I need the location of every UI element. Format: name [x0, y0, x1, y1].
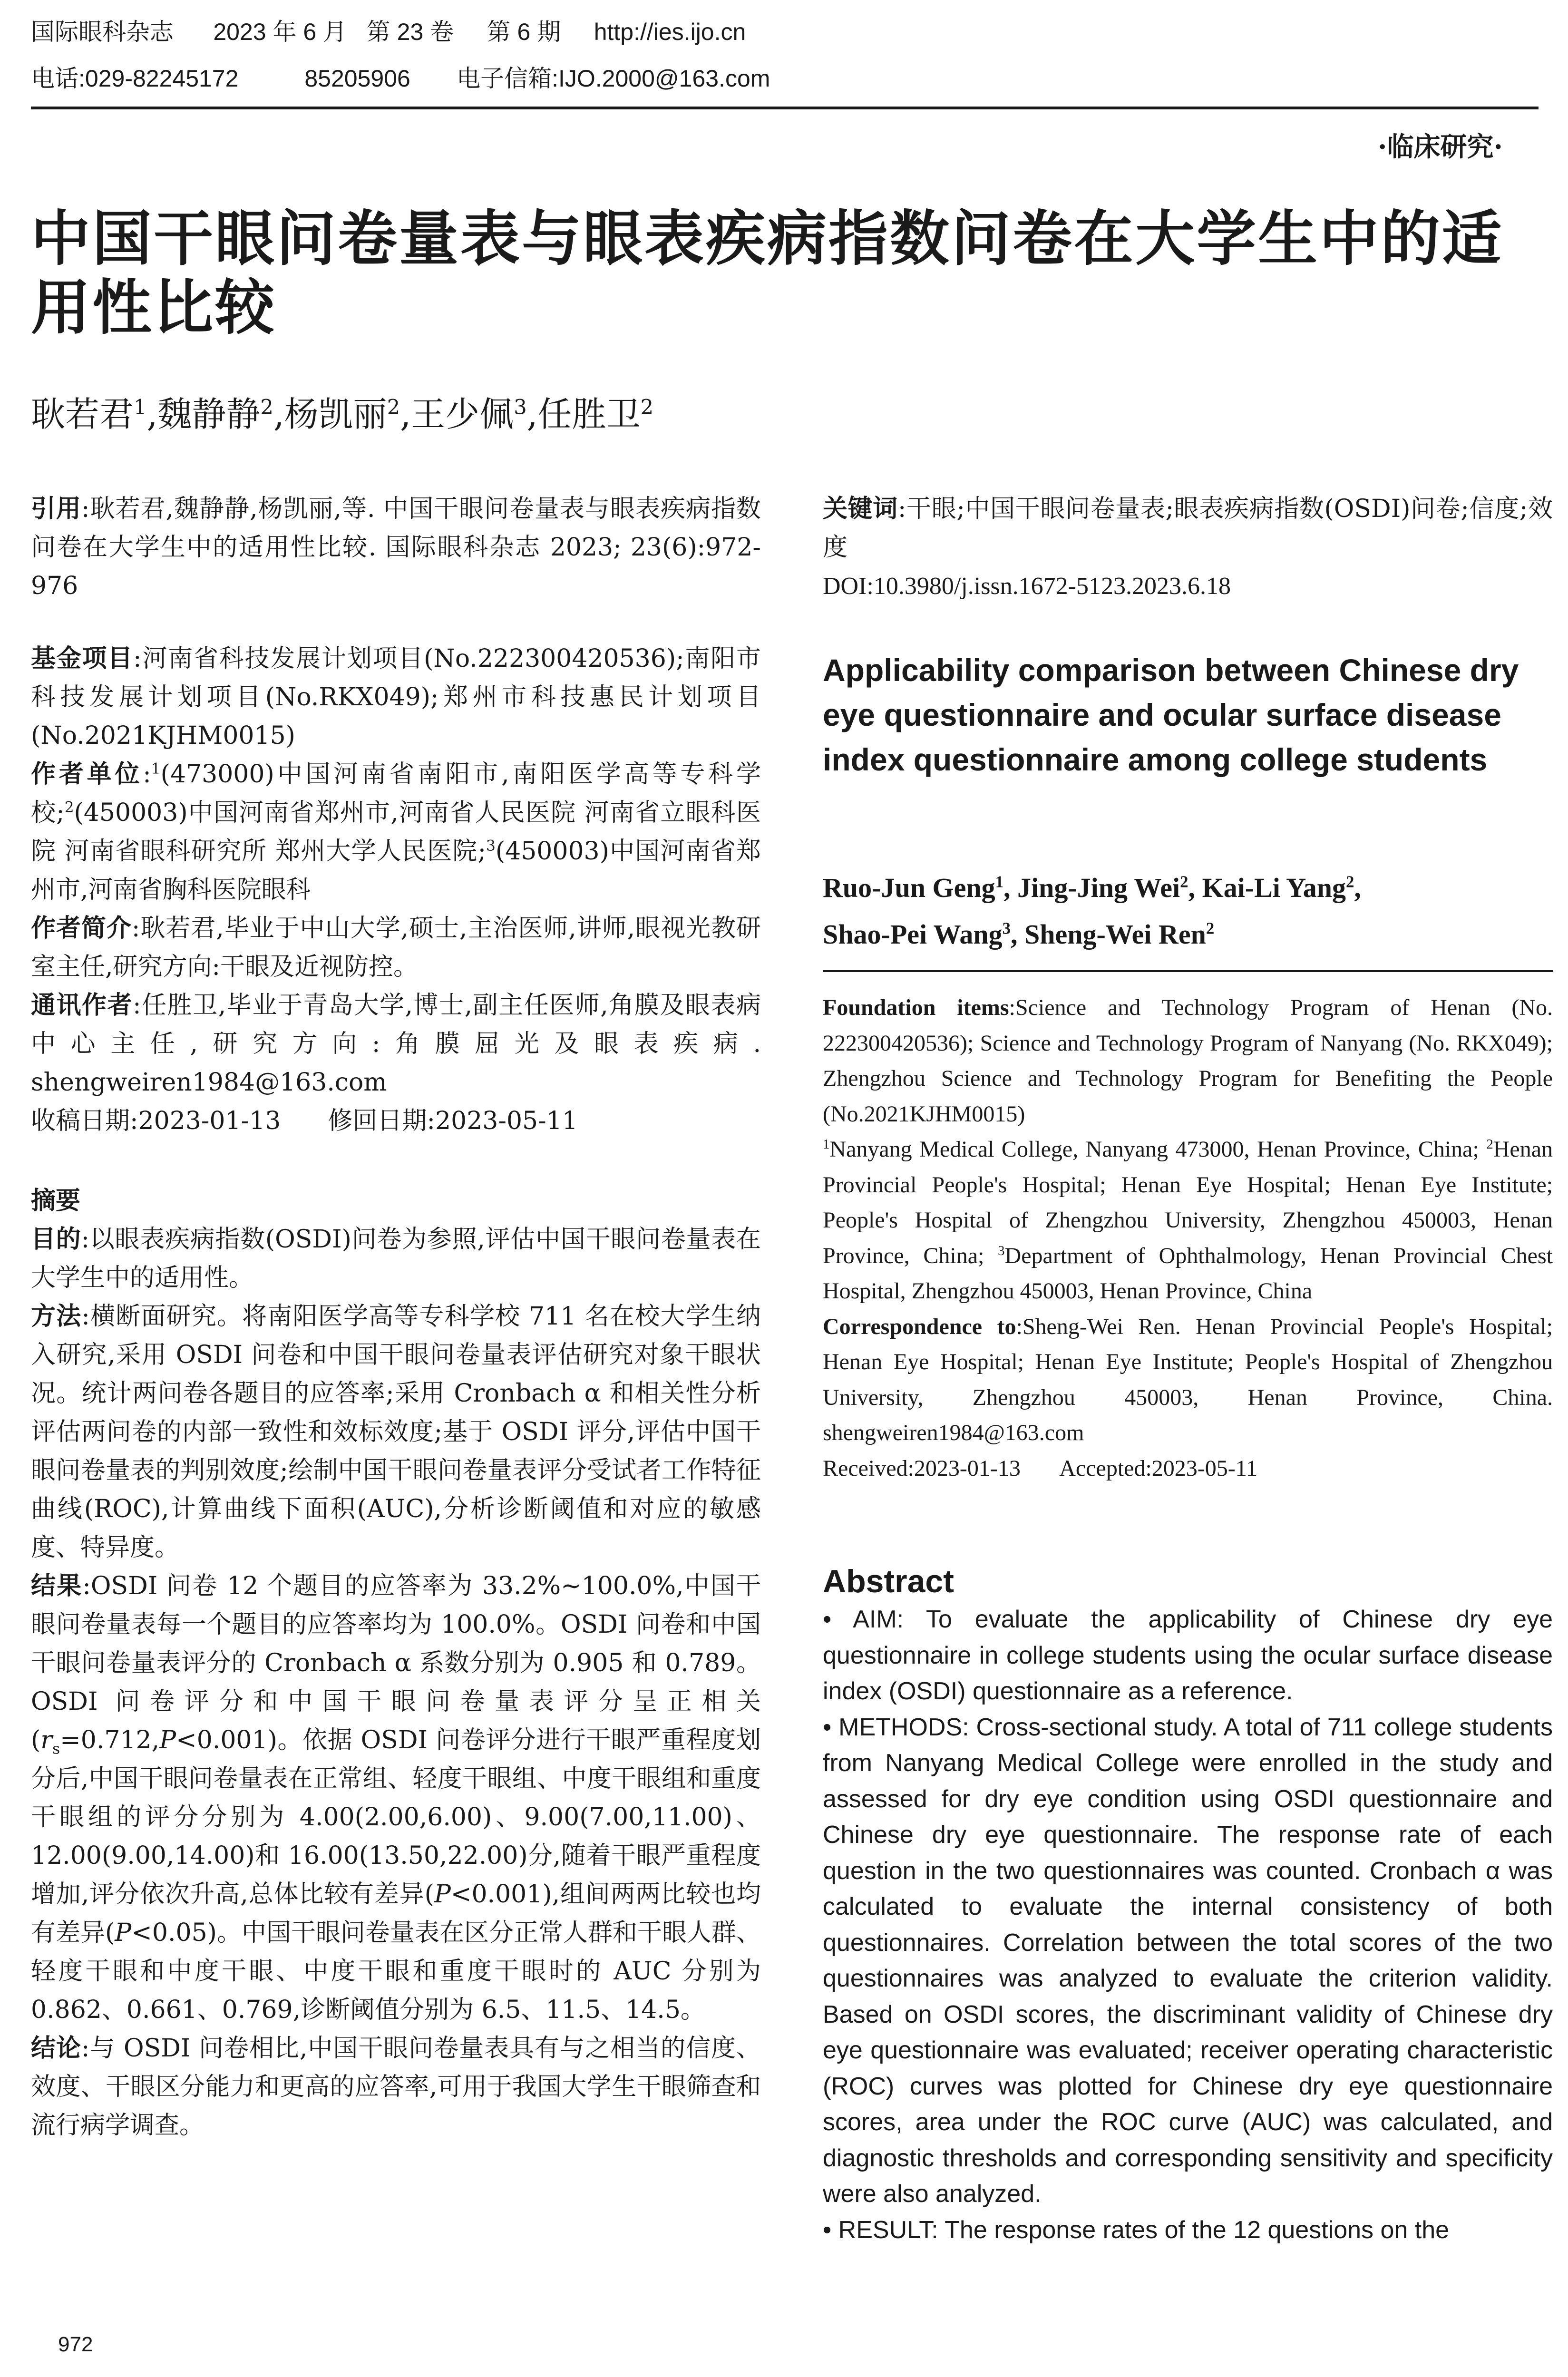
abstract-cn	[31, 1182, 761, 2145]
corresponding-author: 通讯作者:任胜卫,毕业于青岛大学,博士,副主任医师,角膜及眼表病中心主任,研究方向:角膜屈光及眼表疾病. shengweiren1984@163.com	[31, 991, 761, 1097]
abstract-conclusion-cn: 结论:与 OSDI 问卷相比,中国干眼问卷量表具有与之相当的信度、效度、干眼区分能力和更高的应答率,可用于我国大学生干眼筛查和流行病学调查。	[31, 2034, 761, 2140]
article-title-cn	[31, 205, 1503, 342]
keywords-cn: 关键词:干眼;中国干眼问卷量表;眼表疾病指数(OSDI)问卷;信度;效度	[823, 495, 1553, 562]
dates-en: Received:2023-01-13 Accepted:2023-05-11	[823, 1455, 1257, 1481]
author-cn: 杨凯丽	[284, 394, 387, 434]
author-info-block	[31, 640, 761, 1140]
running-header-line2	[31, 67, 770, 90]
abstract-result-en: • RESULT: The response rates of the 12 questions on the	[823, 2216, 1450, 2244]
article-title-en: Applicability comparison between Chinese dry eye questionnaire and ocular surface disease index questionnaire among college students	[823, 653, 1519, 777]
foundation-items-en: Foundation items:Science and Technology Program of Henan (No. 222300420536); Science and Technology Program of Nanyang (No. RKX049); Zhengzhou Science and Technology Program for Benefiting the People (No.2021KJHM0015)	[823, 995, 1553, 1127]
abstract-heading-en: Abstract	[823, 1563, 954, 1599]
abstract-methods-en: • METHODS: Cross-sectional study. A total of 711 college students from Nanyang Medical College were enrolled in the study and assessed for dry eye condition using OSDI questionnaire and Chinese dry eye questionnaire. The response rate of each question in the two questionnaires was counted. Cronbach α was calculated to evaluate the internal consistency of both questionnaires. Correlation between the total scores of the two questionnaires was analyzed to evaluate the criterion validity. Based on OSDI scores, the discriminant validity of Chinese dry eye questionnaire was evaluated; receiver operating characteristic (ROC) curves was plotted for Chinese dry eye questionnaire scores, area under the ROC curve (AUC) was calculated, and diagnostic thresholds and corresponding sensitivity and specificity were also analyzed.	[823, 1713, 1553, 2208]
issue-number: 第 6 期	[487, 19, 561, 45]
abstract-en	[823, 1561, 1553, 2248]
author-cn: 耿若君	[31, 394, 134, 434]
author-en: Ruo-Jun Geng	[823, 872, 995, 903]
author-en: Jing-Jing Wei	[1017, 872, 1180, 903]
author-en: Shao-Pei Wang	[823, 919, 1003, 950]
page-number: 972	[58, 2333, 93, 2356]
title-line-1: 中国干眼问卷量表与眼表疾病指数问卷在大学生中的适	[31, 206, 1503, 272]
author-en: Kai-Li Yang	[1202, 872, 1346, 903]
abstract-aim-en: • AIM: To evaluate the applicability of Chinese dry eye questionnaire in college students using the ocular surface disease index (OSDI) questionnaire as a reference.	[823, 1606, 1553, 1705]
author-cn: 任胜卫	[537, 394, 641, 434]
correspondence-en: Correspondence to:Sheng-Wei Ren. Henan Provincial People's Hospital; Henan Eye Hospital; Henan Eye Institute; People's Hospital of Zhengzhou University, Zhengzhou 450003, Henan Province, China. shengweiren1984@163.com	[823, 1314, 1553, 1445]
citation: 引用:耿若君,魏静静,杨凯丽,等. 中国干眼问卷量表与眼表疾病指数问卷在大学生中的适用性比较. 国际眼科杂志 2023; 23(6):972-976	[31, 495, 761, 600]
volume: 第 23 卷	[366, 19, 454, 45]
abstract-aim-cn: 目的:以眼表疾病指数(OSDI)问卷为参照,评估中国干眼问卷量表在大学生中的适用性。	[31, 1225, 761, 1292]
authors-cn: 耿若君$^1$,魏静静$^2$,杨凯丽$^2$,王少佩$^3$,任胜卫$^2$	[31, 394, 654, 434]
telephone: 电话:029-82245172	[31, 65, 239, 92]
journal-url: http://ies.ijo.cn	[594, 19, 746, 45]
issue-date: 2023 年 6 月	[213, 19, 347, 45]
abstract-results-cn: 结果:OSDI 问卷 12 个题目的应答率为 33.2%~100.0%,中国干眼问卷量表每一个题目的应答率均为 100.0%。OSDI 问卷和中国干眼问卷量表评分的 Cronbach α 系数分别为 0.905 和 0.789。OSDI 问卷评分和中国干眼问卷量表评分呈正相关$(r_s=0.712,P<0.001)$。依据 OSDI 问卷评分进行干眼严重程度划分后,中国干眼问卷量表在正常组、轻度干眼组、中度干眼组和重度干眼组的评分分别为 4.00(2.00,6.00)、9.00(7.00,11.00)、12.00(9.00,14.00)和 16.00(13.50,22.00)分,随着干眼严重程度增加,评分依次升高,总体比较有差异(P<0.001),组间两两比较也均有差异(P<0.05)。中国干眼问卷量表在区分正常人群和干眼人群、轻度干眼和中度干眼、中度干眼和重度干眼时的 AUC 分别为 0.862、0.661、0.769,诊断阈值分别为 6.5、11.5、14.5。	[31, 1572, 761, 2024]
abstract-methods-cn: 方法:横断面研究。将南阳医学高等专科学校 711 名在校大学生纳入研究,采用 OSDI 问卷和中国干眼问卷量表评估研究对象干眼状况。统计两问卷各题目的应答率;采用 Cronbach α 和相关性分析评估两问卷的内部一致性和效标效度;基于 OSDI 评分,评估中国干眼问卷量表的判别效度;绘制中国干眼问卷量表评分受试者工作特征曲线(ROC),计算曲线下面积(AUC),分析诊断阈值和对应的敏感度、特异度。	[31, 1302, 761, 1562]
author-cn: 王少佩	[411, 394, 514, 434]
author-info-en	[823, 990, 1553, 1486]
email: 电子信箱:IJO.2000@163.com	[457, 65, 770, 92]
column-rule	[823, 970, 1553, 972]
doi: DOI:10.3980/j.issn.1672-5123.2023.6.18	[823, 573, 1231, 600]
running-header-line1	[31, 20, 746, 44]
affiliations-cn: 作者单位:$^1$(473000)中国河南省南阳市,南阳医学高等专科学校;$^2$(450003)中国河南省郑州市,河南省人民医院 河南省立眼科医院 河南省眼科研究所 郑州大学人民医院;$^3$(450003)中国河南省郑州市,河南省胸科医院眼科	[31, 760, 761, 904]
dates-cn: 收稿日期:2023-01-13 修回日期:2023-05-11	[31, 1107, 578, 1135]
affiliations-en: $^1$Nanyang Medical College, Nanyang 473000, Henan Province, China; $^2$Henan Provincial People's Hospital; Henan Eye Hospital; Henan Eye Institute; People's Hospital of Zhengzhou University, Zhengzhou 450003, Henan Province, China; $^3$Department of Ophthalmology, Henan Provincial Chest Hospital, Zhengzhou 450003, Henan Province, China	[823, 1137, 1553, 1304]
author-cn: 魏静静	[157, 394, 261, 434]
authors-en: Ruo-Jun Geng$^1$, Jing-Jing Wei$^2$, Kai-Li Yang$^2$, Shao-Pei Wang$^3$, Sheng-Wei Ren$^2$	[823, 872, 1361, 950]
title-line-2: 用性比较	[31, 275, 276, 341]
keywords-block	[823, 490, 1553, 605]
header-rule	[31, 107, 1539, 109]
abstract-heading-cn: 摘要	[31, 1187, 81, 1215]
telephone-2: 85205906	[304, 65, 410, 92]
author-bio: 作者简介:耿若君,毕业于中山大学,硕士,主治医师,讲师,眼视光教研室主任,研究方向:干眼及近视防控。	[31, 914, 761, 981]
fund-items: 基金项目:河南省科技发展计划项目(No.222300420536);南阳市科技发展计划项目(No.RKX049);郑州市科技惠民计划项目(No.2021KJHM0015)	[31, 644, 761, 750]
journal-name: 国际眼科杂志	[31, 19, 174, 45]
author-en: Sheng-Wei Ren	[1024, 919, 1206, 950]
section-tag: ·临床研究·	[1378, 131, 1503, 163]
